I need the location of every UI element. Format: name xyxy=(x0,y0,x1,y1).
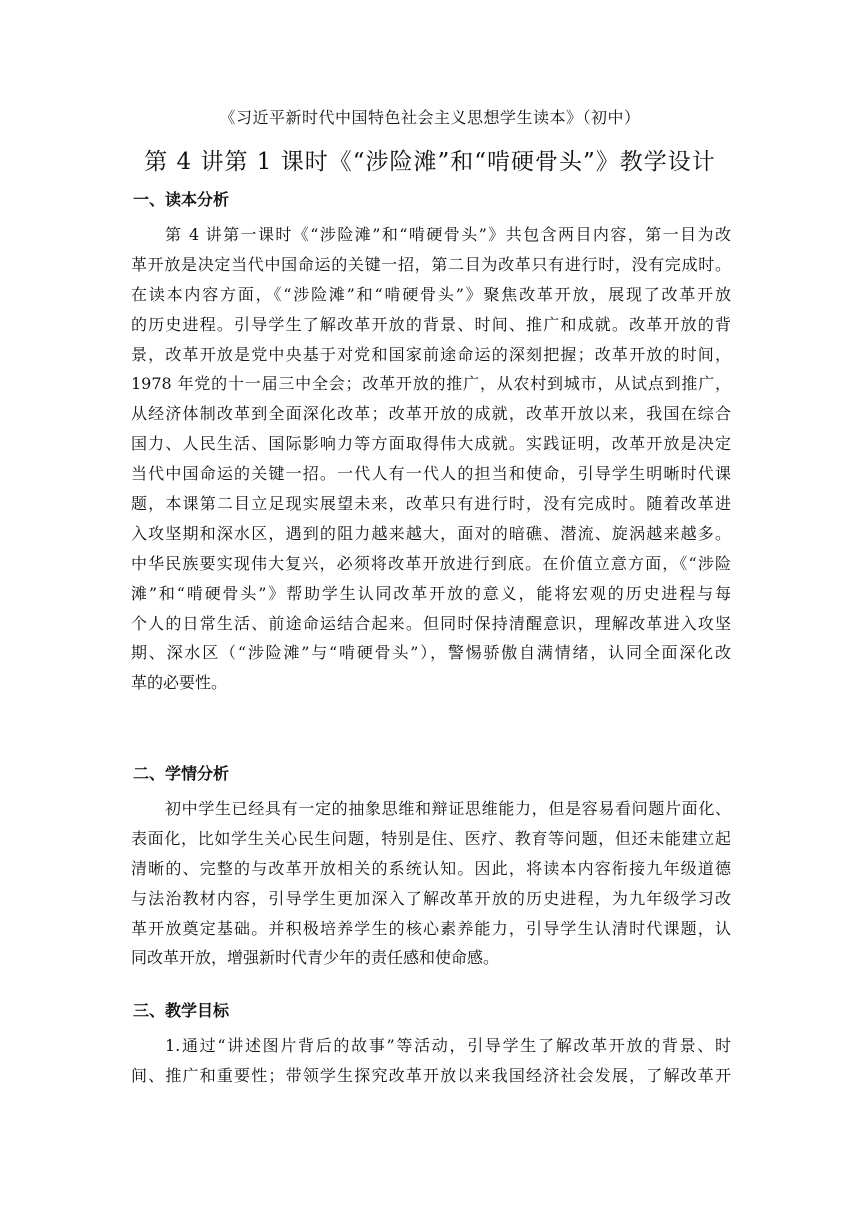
paragraph-line: 国力、人民生活、国际影响力等方面取得伟大成就。实践证明，改革开放是决定 xyxy=(131,434,731,454)
section-heading-teaching-objectives: 三、教学目标 xyxy=(133,1001,230,1020)
paragraph-line: 革开放是决定当代中国命运的关键一招，第二目为改革只有进行时，没有完成时。 xyxy=(131,254,731,274)
paragraph-line: 的历史进程。引导学生了解改革开放的背景、时间、推广和成就。改革开放的背 xyxy=(131,314,731,334)
paragraph-line: 1.通过“讲述图片背后的故事”等活动，引导学生了解改革开放的背景、时 xyxy=(165,1036,731,1055)
paragraph-line: 入攻坚期和深水区，遇到的阻力越来越大，面对的暗礁、潜流、旋涡越来越多。 xyxy=(131,523,731,543)
paragraph-line: 同改革开放，增强新时代青少年的责任感和使命感。 xyxy=(131,948,500,968)
paragraph-line: 从经济体制改革到全面深化改革；改革开放的成就，改革开放以来，我国在综合 xyxy=(131,404,731,424)
section-body-reading-analysis xyxy=(131,220,731,698)
paragraph-line: 滩”和“啃硬骨头”》帮助学生认同改革开放的意义，能将宏观的历史进程与每 xyxy=(131,583,731,603)
section-body-student-analysis xyxy=(131,794,731,973)
section-heading-reading-analysis: 一、读本分析 xyxy=(133,190,230,209)
paragraph-line: 第 4 讲第一课时《“涉险滩”和“啃硬骨头”》共包含两目内容，第一目为改 xyxy=(165,225,731,244)
paragraph-line: 革开放奠定基础。并积极培养学生的核心素养能力，引导学生认清时代课题，认 xyxy=(131,918,731,938)
paragraph-line: 景，改革开放是党中央基于对党和国家前途命运的深刻把握；改革开放的时间， xyxy=(131,344,731,364)
paragraph-line: 表面化，比如学生关心民生问题，特别是住、医疗、教育等问题，但还未能建立起 xyxy=(131,828,731,848)
section-heading-student-analysis: 二、学情分析 xyxy=(133,764,230,783)
paragraph-line: 间、推广和重要性；带领学生探究改革开放以来我国经济社会发展，了解改革开 xyxy=(131,1065,731,1085)
paragraph-line: 与法治教材内容，引导学生更加深入了解改革开放的历史进程，为九年级学习改 xyxy=(131,888,731,908)
paragraph-line: 清晰的、完整的与改革开放相关的系统认知。因此，将读本内容衔接九年级道德 xyxy=(131,858,731,878)
paragraph-line: 当代中国命运的关键一招。一代人有一代人的担当和使命，引导学生明晰时代课 xyxy=(131,464,731,484)
paragraph-line: 题，本课第二目立足现实展望未来，改革只有进行时，没有完成时。随着改革进 xyxy=(131,494,731,514)
section-body-teaching-objectives xyxy=(131,1031,731,1091)
paragraph-line: 革的必要性。 xyxy=(131,673,228,693)
document-subtitle: 《习近平新时代中国特色社会主义思想学生读本》（初中） xyxy=(219,108,641,127)
document-title: 第 4 讲第 1 课时《“涉险滩”和“啃硬骨头”》教学设计 xyxy=(144,149,716,175)
paragraph-line: 个人的日常生活、前途命运结合起来。但同时保持清醒意识，理解改革进入攻坚 xyxy=(131,613,731,633)
paragraph-line: 在读本内容方面，《“涉险滩”和“啃硬骨头”》聚焦改革开放，展现了改革开放 xyxy=(131,284,731,304)
paragraph-line: 初中学生已经具有一定的抽象思维和辩证思维能力，但是容易看问题片面化、 xyxy=(165,799,731,818)
paragraph-line: 中华民族要实现伟大复兴，必须将改革开放进行到底。在价值立意方面，《“涉险 xyxy=(131,553,731,573)
paragraph-line: 期、深水区（“涉险滩”与“啃硬骨头”），警惕骄傲自满情绪，认同全面深化改 xyxy=(131,643,731,663)
paragraph-line: 1978 年党的十一届三中全会；改革开放的推广，从农村到城市，从试点到推广， xyxy=(131,374,731,394)
